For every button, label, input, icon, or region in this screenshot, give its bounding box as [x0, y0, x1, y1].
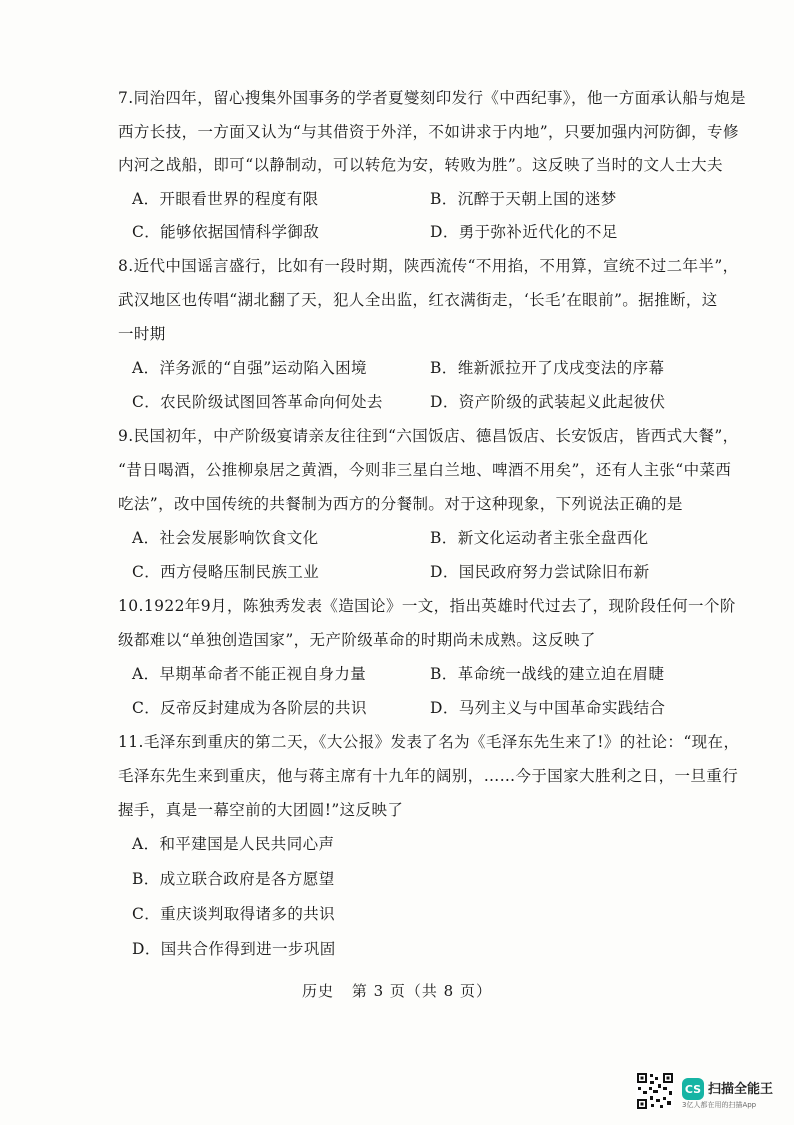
q9-option-a: A．社会发展影响饮食文化: [132, 529, 319, 547]
q11-option-a: A．和平建国是人民共同心声: [132, 835, 335, 853]
qr-code-icon: [636, 1072, 674, 1110]
q8-line-2: 武汉地区也传唱“湖北翻了天，犯人全出监，红衣满街走，‘长毛’在眼前”。据推断，这: [118, 291, 718, 309]
page-footer: [0, 980, 794, 1001]
q7-line-2: 西方长技，一方面又认为“与其借资于外洋，不如讲求于内地”，只要加强内河防御，专修: [118, 123, 739, 141]
q7-option-a: A．开眼看世界的程度有限: [132, 190, 319, 208]
q7-option-c: C．能够依据国情科学御敌: [132, 223, 320, 241]
q10-option-b: B．革命统一战线的建立迫在眉睫: [430, 665, 665, 683]
q8-option-c: C．农民阶级试图回答革命向何处去: [132, 393, 383, 411]
q11-line-1: 11.毛泽东到重庆的第二天，《大公报》发表了名为《毛泽东先生来了!》的社论：“现在，: [118, 733, 740, 751]
q10-option-c: C．反帝反封建成为各阶层的共识: [132, 699, 367, 717]
q7-option-d: D．勇于弥补近代化的不足: [430, 223, 618, 241]
q7-line-3: 内河之战船，即可“以静制动，可以转危为安，转败为胜”。这反映了当时的文人士大夫: [118, 156, 723, 174]
q9-line-2: “昔日喝酒，公推柳泉居之黄酒，今则非三星白兰地、啤酒不用矣”，还有人主张“中菜西: [118, 461, 732, 479]
footer-subject: 历史: [302, 982, 335, 1000]
q9-option-d: D．国民政府努力尝试除旧布新: [430, 563, 650, 581]
q9-line-3: 吃法”，改中国传统的共餐制为西方的分餐制。对于这种现象，下列说法正确的是: [118, 495, 683, 513]
q8-option-b: B．维新派拉开了戊戌变法的序幕: [430, 359, 665, 377]
footer-page-number: 第 3 页（共 8 页）: [351, 982, 492, 1000]
q10-option-d: D．马列主义与中国革命实践结合: [430, 699, 666, 717]
q8-option-a: A．洋务派的“自强”运动陷入困境: [132, 359, 367, 377]
q11-option-d: D．国共合作得到进一步巩固: [132, 940, 336, 958]
q9-line-1: 9.民国初年，中产阶级宴请亲友往往到“六国饭店、德昌饭店、长安饭店，皆西式大餐”，: [118, 427, 739, 445]
scanner-tagline: 3亿人都在用的扫描App: [682, 1101, 757, 1109]
q8-option-d: D．资产阶级的武装起义此起彼伏: [430, 393, 666, 411]
q11-line-2: 毛泽东先生来到重庆，他与蒋主席有十九年的阔别，……今于国家大胜利之日，一旦重行: [118, 767, 739, 785]
q7-line-1: 7.同治四年，留心搜集外国事务的学者夏燮刻印发行《中西纪事》，他一方面承认船与炮是: [118, 89, 746, 107]
q10-option-a: A．早期革命者不能正视自身力量: [132, 665, 367, 683]
q10-line-1: 10.1922年9月，陈独秀发表《造国论》一文，指出英雄时代过去了，现阶段任何一个阶: [118, 597, 736, 615]
q7-option-b: B．沉醉于天朝上国的迷梦: [430, 190, 617, 208]
scanner-brand-name: 扫描全能王: [708, 1082, 774, 1097]
camscanner-logo-icon: CS: [682, 1078, 704, 1100]
q11-option-c: C．重庆谈判取得诸多的共识: [132, 905, 336, 923]
q10-line-2: 级都难以“单独创造国家”，无产阶级革命的时期尚未成熟。这反映了: [118, 631, 596, 649]
q11-option-b: B．成立联合政府是各方愿望: [132, 870, 335, 888]
q9-option-b: B．新文化运动者主张全盘西化: [430, 529, 649, 547]
q11-line-3: 握手，真是一幕空前的大团圆!”这反映了: [118, 801, 404, 819]
q8-line-3: 一时期: [118, 325, 166, 343]
q9-option-c: C．西方侵略压制民族工业: [132, 563, 320, 581]
scanner-watermark: [636, 1072, 786, 1112]
q8-line-1: 8.近代中国谣言盛行，比如有一段时期，陕西流传“不用掐，不用算，宣统不过二年半”，: [118, 257, 739, 275]
